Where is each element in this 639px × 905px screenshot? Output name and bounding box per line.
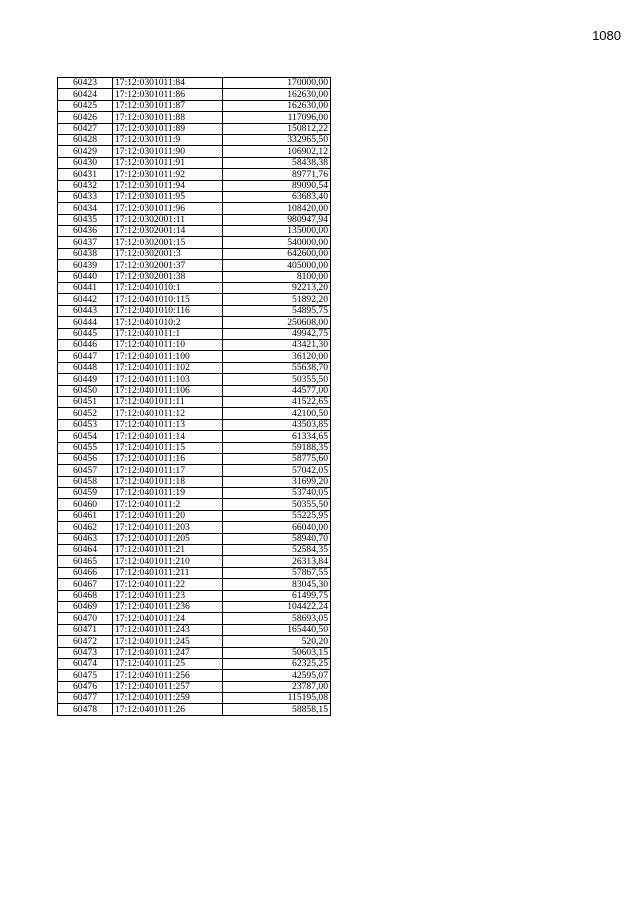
table-row [58,522,331,533]
cadastral-number-cell: 17:12:0401011:12 [113,408,223,419]
cadastral-number-cell: 17:12:0302001:3 [113,248,223,259]
table-row [58,78,331,89]
row-number-cell: 60461 [58,510,113,521]
cadastral-number-cell: 17:12:0401011:210 [113,556,223,567]
cadastral-value-cell: 41522,65 [223,396,331,407]
table-row [58,499,331,510]
row-number-cell: 60428 [58,134,113,145]
row-number-cell: 60434 [58,203,113,214]
cadastral-number-cell: 17:12:0401011:18 [113,476,223,487]
cadastral-number-cell: 17:12:0401011:256 [113,670,223,681]
row-number-cell: 60427 [58,123,113,134]
cadastral-number-cell: 17:12:0401011:21 [113,545,223,556]
cadastral-number-cell: 17:12:0401011:106 [113,385,223,396]
row-number-cell: 60462 [58,522,113,533]
cadastral-number-cell: 17:12:0401011:247 [113,647,223,658]
row-number-cell: 60435 [58,214,113,225]
cadastral-number-cell: 17:12:0302001:37 [113,260,223,271]
cadastral-number-cell: 17:12:0401010:115 [113,294,223,305]
cadastral-number-cell: 17:12:0301011:92 [113,169,223,180]
cadastral-value-cell: 49942,75 [223,328,331,339]
cadastral-value-cell: 44577,00 [223,385,331,396]
cadastral-number-cell: 17:12:0301011:84 [113,78,223,89]
row-number-cell: 60454 [58,431,113,442]
cadastral-value-cell: 170000,00 [223,78,331,89]
row-number-cell: 60432 [58,180,113,191]
cadastral-value-cell: 58940,70 [223,533,331,544]
cadastral-value-cell: 250608,00 [223,317,331,328]
table-row [58,374,331,385]
table-row [58,180,331,191]
cadastral-number-cell: 17:12:0401010:116 [113,305,223,316]
table-row [58,112,331,123]
row-number-cell: 60472 [58,636,113,647]
row-number-cell: 60451 [58,396,113,407]
cadastral-number-cell: 17:12:0301011:89 [113,123,223,134]
cadastral-value-cell: 115195,08 [223,693,331,704]
cadastral-number-cell: 17:12:0401011:11 [113,396,223,407]
cadastral-number-cell: 17:12:0401011:20 [113,510,223,521]
cadastral-value-cell: 53740,05 [223,488,331,499]
cadastral-value-cell: 108420,00 [223,203,331,214]
cadastral-number-cell: 17:12:0302001:11 [113,214,223,225]
row-number-cell: 60469 [58,601,113,612]
row-number-cell: 60466 [58,567,113,578]
table-row [58,431,331,442]
row-number-cell: 60475 [58,670,113,681]
row-number-cell: 60444 [58,317,113,328]
table-row [58,453,331,464]
cadastral-value-cell: 162630,00 [223,100,331,111]
cadastral-number-cell: 17:12:0401011:103 [113,374,223,385]
row-number-cell: 60453 [58,419,113,430]
cadastral-number-cell: 17:12:0301011:87 [113,100,223,111]
cadastral-number-cell: 17:12:0401011:19 [113,488,223,499]
cadastral-number-cell: 17:12:0401010:1 [113,283,223,294]
cadastral-number-cell: 17:12:0302001:14 [113,226,223,237]
cadastral-value-cell: 52584,35 [223,545,331,556]
cadastral-number-cell: 17:12:0401011:236 [113,601,223,612]
table-row [58,510,331,521]
row-number-cell: 60446 [58,339,113,350]
cadastral-value-cell: 104422,24 [223,601,331,612]
table-row [58,362,331,373]
cadastral-value-cell: 540000,00 [223,237,331,248]
cadastral-value-cell: 165440,50 [223,624,331,635]
cadastral-number-cell: 17:12:0401011:100 [113,351,223,362]
cadastral-value-cell: 89771,76 [223,169,331,180]
row-number-cell: 60463 [58,533,113,544]
cadastral-number-cell: 17:12:0301011:88 [113,112,223,123]
cadastral-value-cell: 58775,60 [223,453,331,464]
cadastral-value-cell: 405000,00 [223,260,331,271]
table-row [58,214,331,225]
table-row [58,157,331,168]
row-number-cell: 60465 [58,556,113,567]
cadastral-number-cell: 17:12:0401011:17 [113,465,223,476]
cadastral-number-cell: 17:12:0401011:2 [113,499,223,510]
table-row [58,693,331,704]
cadastral-number-cell: 17:12:0301011:95 [113,191,223,202]
cadastral-value-cell: 55225,95 [223,510,331,521]
cadastral-number-cell: 17:12:0401011:10 [113,339,223,350]
cadastral-value-cell: 642600,00 [223,248,331,259]
cadastral-number-cell: 17:12:0302001:15 [113,237,223,248]
table-row [58,237,331,248]
cadastral-value-cell: 42100,50 [223,408,331,419]
table-row [58,567,331,578]
cadastral-number-cell: 17:12:0401011:203 [113,522,223,533]
row-number-cell: 60436 [58,226,113,237]
table-row [58,385,331,396]
cadastral-value-cell: 106902,12 [223,146,331,157]
cadastral-number-cell: 17:12:0301011:90 [113,146,223,157]
cadastral-value-cell: 42595,07 [223,670,331,681]
table-row [58,590,331,601]
cadastral-number-cell: 17:12:0401011:25 [113,658,223,669]
cadastral-value-cell: 54895,75 [223,305,331,316]
cadastral-value-cell: 26313,84 [223,556,331,567]
cadastral-value-cell: 58693,05 [223,613,331,624]
row-number-cell: 60443 [58,305,113,316]
table-row [58,704,331,715]
row-number-cell: 60478 [58,704,113,715]
cadastral-value-cell: 55638,70 [223,362,331,373]
cadastral-value-cell: 50355,50 [223,499,331,510]
row-number-cell: 60441 [58,283,113,294]
table-row [58,636,331,647]
cadastral-value-cell: 150812,22 [223,123,331,134]
cadastral-number-cell: 17:12:0301011:96 [113,203,223,214]
table-row [58,545,331,556]
cadastral-number-cell: 17:12:0401010:2 [113,317,223,328]
row-number-cell: 60448 [58,362,113,373]
row-number-cell: 60477 [58,693,113,704]
cadastral-number-cell: 17:12:0301011:86 [113,89,223,100]
table-row [58,283,331,294]
cadastral-value-cell: 43421,30 [223,339,331,350]
cadastral-number-cell: 17:12:0401011:26 [113,704,223,715]
table-row [58,613,331,624]
table-row [58,351,331,362]
cadastral-number-cell: 17:12:0401011:259 [113,693,223,704]
cadastral-number-cell: 17:12:0401011:102 [113,362,223,373]
row-number-cell: 60442 [58,294,113,305]
cadastral-value-cell: 135000,00 [223,226,331,237]
table-row [58,476,331,487]
cadastral-value-cell: 92213,20 [223,283,331,294]
row-number-cell: 60424 [58,89,113,100]
table-body [58,78,331,716]
row-number-cell: 60430 [58,157,113,168]
page-number: 1080 [592,28,621,43]
row-number-cell: 60459 [58,488,113,499]
row-number-cell: 60457 [58,465,113,476]
table-row [58,203,331,214]
cadastral-value-cell: 43503,85 [223,419,331,430]
cadastral-number-cell: 17:12:0401011:13 [113,419,223,430]
cadastral-value-cell: 59188,35 [223,442,331,453]
cadastral-value-cell: 332965,50 [223,134,331,145]
row-number-cell: 60464 [58,545,113,556]
cadastral-number-cell: 17:12:0301011:9 [113,134,223,145]
row-number-cell: 60455 [58,442,113,453]
table-row [58,226,331,237]
cadastral-value-table [57,77,331,716]
row-number-cell: 60476 [58,681,113,692]
table-row [58,191,331,202]
cadastral-value-cell: 57042,05 [223,465,331,476]
table-row [58,89,331,100]
cadastral-number-cell: 17:12:0301011:91 [113,157,223,168]
row-number-cell: 60473 [58,647,113,658]
cadastral-value-cell: 36120,00 [223,351,331,362]
cadastral-value-cell: 8100,00 [223,271,331,282]
row-number-cell: 60437 [58,237,113,248]
table-row [58,681,331,692]
cadastral-value-cell: 61334,65 [223,431,331,442]
cadastral-value-cell: 66040,00 [223,522,331,533]
cadastral-value-cell: 62325,25 [223,658,331,669]
row-number-cell: 60458 [58,476,113,487]
table-row [58,260,331,271]
row-number-cell: 60423 [58,78,113,89]
table-row [58,294,331,305]
row-number-cell: 60474 [58,658,113,669]
row-number-cell: 60433 [58,191,113,202]
row-number-cell: 60468 [58,590,113,601]
row-number-cell: 60426 [58,112,113,123]
cadastral-value-cell: 61499,75 [223,590,331,601]
row-number-cell: 60467 [58,579,113,590]
cadastral-value-cell: 57867,55 [223,567,331,578]
row-number-cell: 60439 [58,260,113,271]
cadastral-number-cell: 17:12:0401011:22 [113,579,223,590]
cadastral-value-cell: 117096,00 [223,112,331,123]
cadastral-number-cell: 17:12:0401011:205 [113,533,223,544]
cadastral-value-cell: 50603,15 [223,647,331,658]
table-row [58,670,331,681]
row-number-cell: 60440 [58,271,113,282]
row-number-cell: 60438 [58,248,113,259]
cadastral-value-cell: 980947,94 [223,214,331,225]
cadastral-number-cell: 17:12:0401011:1 [113,328,223,339]
table-row [58,408,331,419]
row-number-cell: 60429 [58,146,113,157]
cadastral-number-cell: 17:12:0301011:94 [113,180,223,191]
table-row [58,169,331,180]
table-row [58,465,331,476]
table-row [58,100,331,111]
cadastral-number-cell: 17:12:0401011:16 [113,453,223,464]
row-number-cell: 60447 [58,351,113,362]
table-row [58,305,331,316]
row-number-cell: 60460 [58,499,113,510]
cadastral-value-cell: 50355,50 [223,374,331,385]
table-row [58,556,331,567]
table-row [58,339,331,350]
cadastral-value-cell: 58858,15 [223,704,331,715]
cadastral-value-cell: 51892,20 [223,294,331,305]
table-row [58,123,331,134]
row-number-cell: 60471 [58,624,113,635]
cadastral-value-cell: 58438,38 [223,157,331,168]
table-row [58,601,331,612]
cadastral-value-cell: 162630,00 [223,89,331,100]
row-number-cell: 60450 [58,385,113,396]
table-row [58,579,331,590]
cadastral-value-cell: 63683,40 [223,191,331,202]
cadastral-value-cell: 83045,30 [223,579,331,590]
cadastral-number-cell: 17:12:0401011:243 [113,624,223,635]
cadastral-number-cell: 17:12:0401011:14 [113,431,223,442]
cadastral-number-cell: 17:12:0401011:24 [113,613,223,624]
cadastral-number-cell: 17:12:0401011:15 [113,442,223,453]
table-row [58,134,331,145]
row-number-cell: 60449 [58,374,113,385]
row-number-cell: 60425 [58,100,113,111]
table-row [58,396,331,407]
row-number-cell: 60452 [58,408,113,419]
cadastral-number-cell: 17:12:0302001:38 [113,271,223,282]
cadastral-value-cell: 31699,20 [223,476,331,487]
table-row [58,647,331,658]
table-row [58,146,331,157]
table-row [58,248,331,259]
row-number-cell: 60470 [58,613,113,624]
table-row [58,271,331,282]
table-row [58,419,331,430]
row-number-cell: 60456 [58,453,113,464]
table-row [58,328,331,339]
cadastral-value-cell: 89090,54 [223,180,331,191]
table-row [58,442,331,453]
row-number-cell: 60431 [58,169,113,180]
cadastral-number-cell: 17:12:0401011:245 [113,636,223,647]
cadastral-value-cell: 520,20 [223,636,331,647]
row-number-cell: 60445 [58,328,113,339]
table-row [58,624,331,635]
cadastral-number-cell: 17:12:0401011:211 [113,567,223,578]
table-row [58,317,331,328]
table-row [58,533,331,544]
cadastral-number-cell: 17:12:0401011:257 [113,681,223,692]
cadastral-value-cell: 23787,00 [223,681,331,692]
table-row [58,488,331,499]
cadastral-number-cell: 17:12:0401011:23 [113,590,223,601]
table-row [58,658,331,669]
